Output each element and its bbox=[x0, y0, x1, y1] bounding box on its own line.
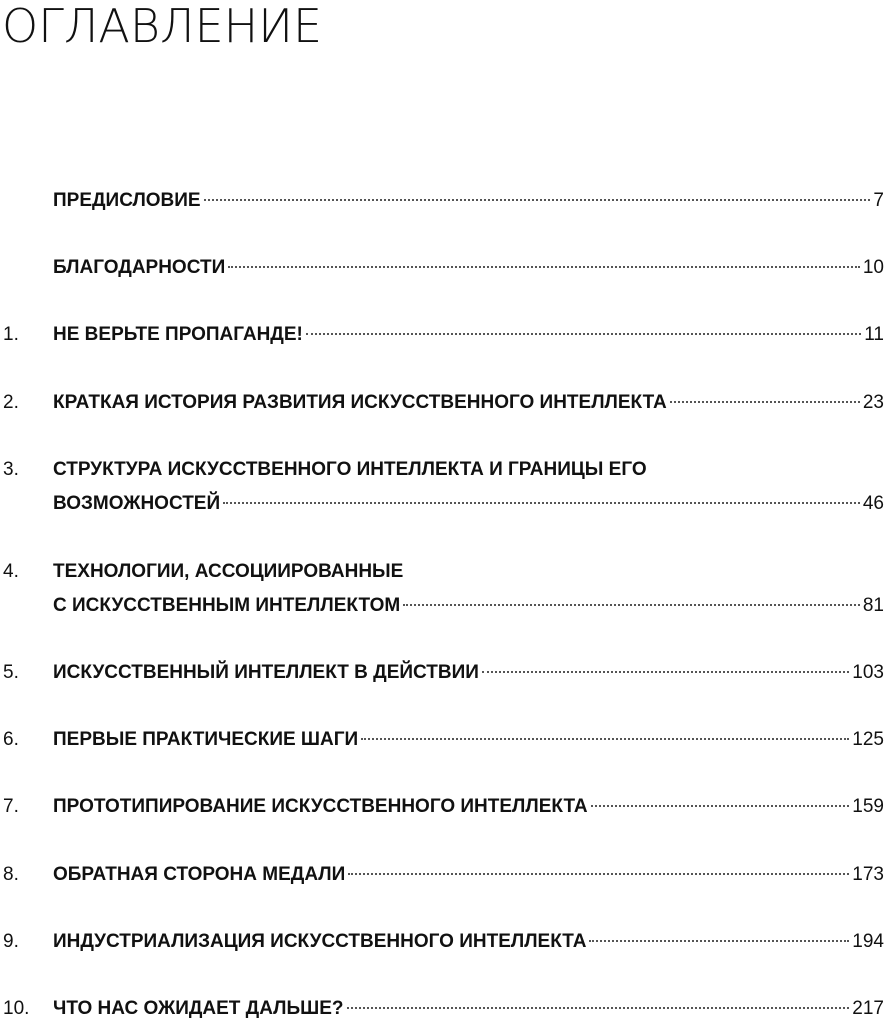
dot-leader bbox=[223, 502, 860, 504]
chapter-title: ТЕХНОЛОГИИ, АССОЦИИРОВАННЫЕ bbox=[53, 561, 404, 582]
chapter-number: 10. bbox=[3, 998, 30, 1019]
page-number: 46 bbox=[862, 493, 884, 514]
chapter-title: ИСКУССТВЕННЫЙ ИНТЕЛЛЕКТ В ДЕЙСТВИИ bbox=[53, 662, 479, 683]
page-number: 103 bbox=[852, 662, 884, 683]
dot-leader bbox=[403, 604, 860, 606]
toc-line bbox=[53, 184, 884, 218]
page-number: 23 bbox=[862, 392, 884, 413]
toc-line bbox=[53, 925, 884, 959]
page-number: 159 bbox=[852, 796, 884, 817]
chapter-number: 1. bbox=[3, 324, 19, 345]
page-number: 7 bbox=[873, 190, 884, 211]
chapter-number: 4. bbox=[3, 561, 19, 582]
dot-leader bbox=[306, 333, 861, 335]
page-number: 194 bbox=[852, 931, 884, 952]
toc-line bbox=[53, 858, 884, 892]
dot-leader bbox=[589, 940, 849, 942]
chapter-number: 7. bbox=[3, 796, 19, 817]
chapter-number: 5. bbox=[3, 662, 19, 683]
toc-line bbox=[53, 589, 884, 623]
page-number: 81 bbox=[862, 595, 884, 616]
chapter-title: СТРУКТУРА ИСКУССТВЕННОГО ИНТЕЛЛЕКТА И ГРАНИЦЫ ЕГО bbox=[53, 459, 647, 480]
toc-line bbox=[53, 790, 884, 824]
chapter-number: 9. bbox=[3, 931, 19, 952]
page-number: 217 bbox=[852, 998, 884, 1019]
chapter-number: 6. bbox=[3, 729, 19, 750]
toc-line bbox=[53, 453, 884, 487]
chapter-title: ОБРАТНАЯ СТОРОНА МЕДАЛИ bbox=[53, 864, 346, 885]
toc-line bbox=[53, 723, 884, 757]
chapter-title: КРАТКАЯ ИСТОРИЯ РАЗВИТИЯ ИСКУССТВЕННОГО ИНТЕЛЛЕКТА bbox=[53, 392, 667, 413]
dot-leader bbox=[348, 873, 849, 875]
chapter-title: ИНДУСТРИАЛИЗАЦИЯ ИСКУССТВЕННОГО ИНТЕЛЛЕКТА bbox=[53, 931, 587, 952]
dot-leader bbox=[591, 805, 850, 807]
page-number: 125 bbox=[852, 729, 884, 750]
dot-leader bbox=[228, 266, 860, 268]
dot-leader bbox=[670, 401, 860, 403]
chapter-title: ПРОТОТИПИРОВАНИЕ ИСКУССТВЕННОГО ИНТЕЛЛЕКТА bbox=[53, 796, 588, 817]
dot-leader bbox=[347, 1007, 850, 1009]
chapter-title: НЕ ВЕРЬТЕ ПРОПАГАНДЕ! bbox=[53, 324, 303, 345]
chapter-title: БЛАГОДАРНОСТИ bbox=[53, 257, 226, 278]
chapter-title-continued: С ИСКУССТВЕННЫМ ИНТЕЛЛЕКТОМ bbox=[53, 595, 401, 616]
chapter-title: ПРЕДИСЛОВИЕ bbox=[53, 190, 201, 211]
toc-line bbox=[53, 386, 884, 420]
toc-line bbox=[53, 318, 884, 352]
toc-line bbox=[53, 487, 884, 521]
chapter-number: 2. bbox=[3, 392, 19, 413]
dot-leader bbox=[482, 671, 849, 673]
chapter-title: ЧТО НАС ОЖИДАЕТ ДАЛЬШЕ? bbox=[53, 998, 344, 1019]
page-title: ОГЛАВЛЕНИЕ bbox=[2, 0, 323, 53]
chapter-title-continued: ВОЗМОЖНОСТЕЙ bbox=[53, 493, 221, 514]
page-number: 173 bbox=[852, 864, 884, 885]
chapter-number: 3. bbox=[3, 459, 19, 480]
toc-line bbox=[53, 992, 884, 1026]
page-number: 10 bbox=[862, 257, 884, 278]
dot-leader bbox=[361, 738, 849, 740]
page-number: 11 bbox=[864, 324, 884, 345]
toc-line bbox=[53, 656, 884, 690]
chapter-title: ПЕРВЫЕ ПРАКТИЧЕСКИЕ ШАГИ bbox=[53, 729, 359, 750]
toc-line bbox=[53, 251, 884, 285]
chapter-number: 8. bbox=[3, 864, 19, 885]
dot-leader bbox=[204, 199, 871, 201]
toc-line bbox=[53, 555, 884, 589]
